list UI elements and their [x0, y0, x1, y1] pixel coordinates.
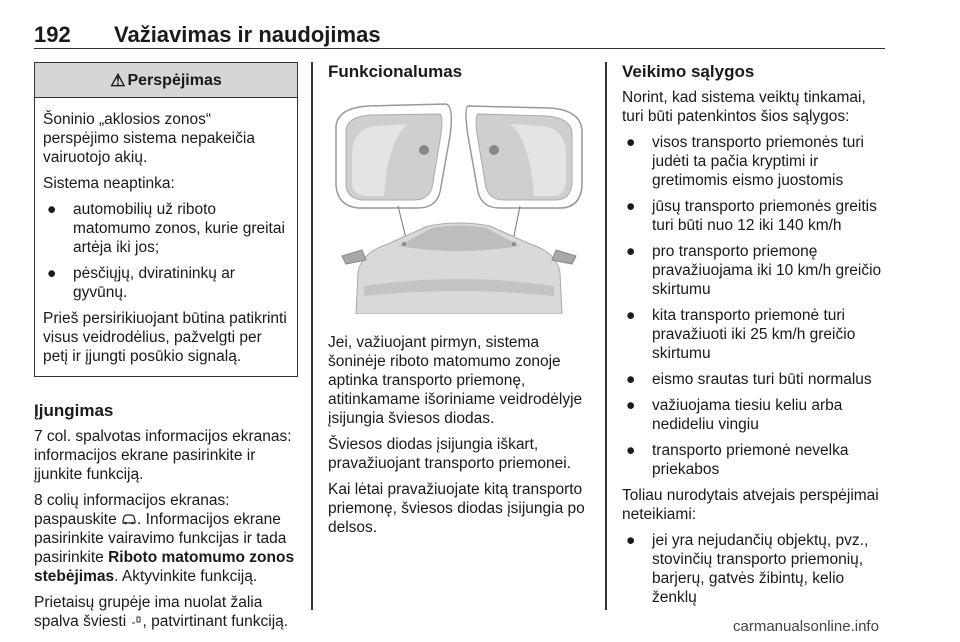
- column-divider: [311, 62, 313, 610]
- bullet-icon: ●: [47, 265, 57, 282]
- bullet-icon: ●: [626, 442, 636, 459]
- menu-item-name: Riboto matomumo zonos stebėjimas: [34, 549, 295, 585]
- warning-text-1: Šoninio „aklosios zonos“ perspėjimo sistema nepakeičia vairuotojo akių.: [43, 111, 255, 166]
- list-item: ● jei yra nejudančių objektų, pvz., stovinčių transporto priemonių, barjerų, gatvės žibintų, kelio ženklų: [626, 532, 869, 606]
- list-item: ● jūsų transporto priemonės greitis turi būti nuo 12 iki 140 km/h: [626, 198, 877, 234]
- mirror-illustration: [328, 96, 590, 314]
- bullet-icon: ●: [626, 198, 636, 215]
- warning-text-3: Prieš persirikiuojant būtina patikrinti visus veidrodėlius, pažvelgti per petį ir įjungti posūkio signalą.: [43, 310, 287, 365]
- section-heading-activation: Įjungimas: [34, 401, 114, 420]
- page-header: [34, 18, 885, 49]
- functionality-text-1: Jei, važiuojant pirmyn, sistema šoninėje riboto matomumo zonoje aptinka transporto priemonę, atitinkamame išoriniame veidrodėlyje įsijungia šviesos diodas.: [328, 334, 583, 427]
- list-item: ● automobilių už riboto matomumo zonos, kurie greitai artėja iki jos;: [47, 201, 285, 256]
- bullet-icon: ●: [626, 134, 636, 151]
- bullet-icon: ●: [47, 201, 57, 218]
- warning-title: Perspėjimas: [127, 71, 222, 89]
- bullet-icon: ●: [626, 243, 636, 260]
- no-warning-list: [622, 531, 887, 607]
- blind-spot-telltale-icon: [131, 614, 143, 626]
- page-title: Važiavimas ir naudojimas: [114, 22, 381, 47]
- list-item: ● kita transporto priemonė turi pravažiuoti iki 25 km/h greičio skirtumu: [626, 307, 856, 362]
- column-right: [622, 62, 887, 614]
- warning-body: [35, 98, 297, 376]
- warning-header: [35, 63, 297, 98]
- car-rear-image: [342, 223, 576, 314]
- bullet-icon: ●: [626, 371, 636, 388]
- list-item: ● transporto priemonė nevelka priekabos: [626, 442, 849, 478]
- bullet-icon: ●: [626, 397, 636, 414]
- watermark: carmanualsonline.info: [733, 618, 879, 635]
- column-divider: [605, 62, 607, 610]
- conditions-intro: Norint, kad sistema veiktų tinkamai, turi būti patenkintos šios sąlygos:: [622, 89, 866, 125]
- no-warning-intro: Toliau nurodytais atvejais perspėjimai neteikiami:: [622, 487, 879, 523]
- conditions-list: [622, 133, 887, 479]
- warning-box: [34, 62, 298, 377]
- bullet-icon: ●: [626, 532, 636, 549]
- page-number: 192: [34, 22, 71, 47]
- bullet-icon: ●: [626, 307, 636, 324]
- warning-list: [43, 200, 289, 302]
- list-item: ● eismo srautas turi būti normalus: [626, 371, 872, 388]
- activation-text-2: 8 colių informacijos ekranas: paspauskite . Informacijos ekrane pasirinkite vairavimo funkcijas ir tada pasirinkite Riboto matomumo zonos stebėjimas. Aktyvinkite funkciją.: [34, 492, 295, 585]
- list-item: ● pėsčiųjų, dviratininkų ar gyvūnų.: [47, 265, 235, 301]
- column-left: [34, 62, 298, 638]
- list-item: ● važiuojama tiesiu keliu arba nedideliu vingiu: [626, 397, 843, 433]
- warning-icon: ⚠: [110, 70, 126, 90]
- list-item: ● visos transporto priemonės turi judėti ta pačia kryptimi ir gretimomis eismo juostomis: [626, 134, 864, 189]
- column-middle: [328, 62, 590, 544]
- section-heading-conditions: Veikimo sąlygos: [622, 62, 755, 81]
- warning-text-2: Sistema neaptinka:: [43, 175, 175, 192]
- functionality-text-2: Šviesos diodas įsijungia iškart, pravažiuojant transporto priemonei.: [328, 436, 571, 472]
- activation-text-3: Prietaisų grupėje ima nuolat žalia spalva šviesti , patvirtinant funkciją.: [34, 594, 289, 630]
- section-heading-functionality: Funkcionalumas: [328, 62, 463, 81]
- activation-text-1: 7 col. spalvotas informacijos ekranas: informacijos ekrane pasirinkite ir įjunkite funkciją.: [34, 428, 292, 483]
- functionality-text-3: Kai lėtai pravažiuojate kitą transporto priemonę, šviesos diodas įsijungia po delsos.: [328, 481, 585, 536]
- list-item: ● pro transporto priemonę pravažiuojama iki 10 km/h greičio skirtumu: [626, 243, 882, 298]
- car-icon: [121, 513, 137, 525]
